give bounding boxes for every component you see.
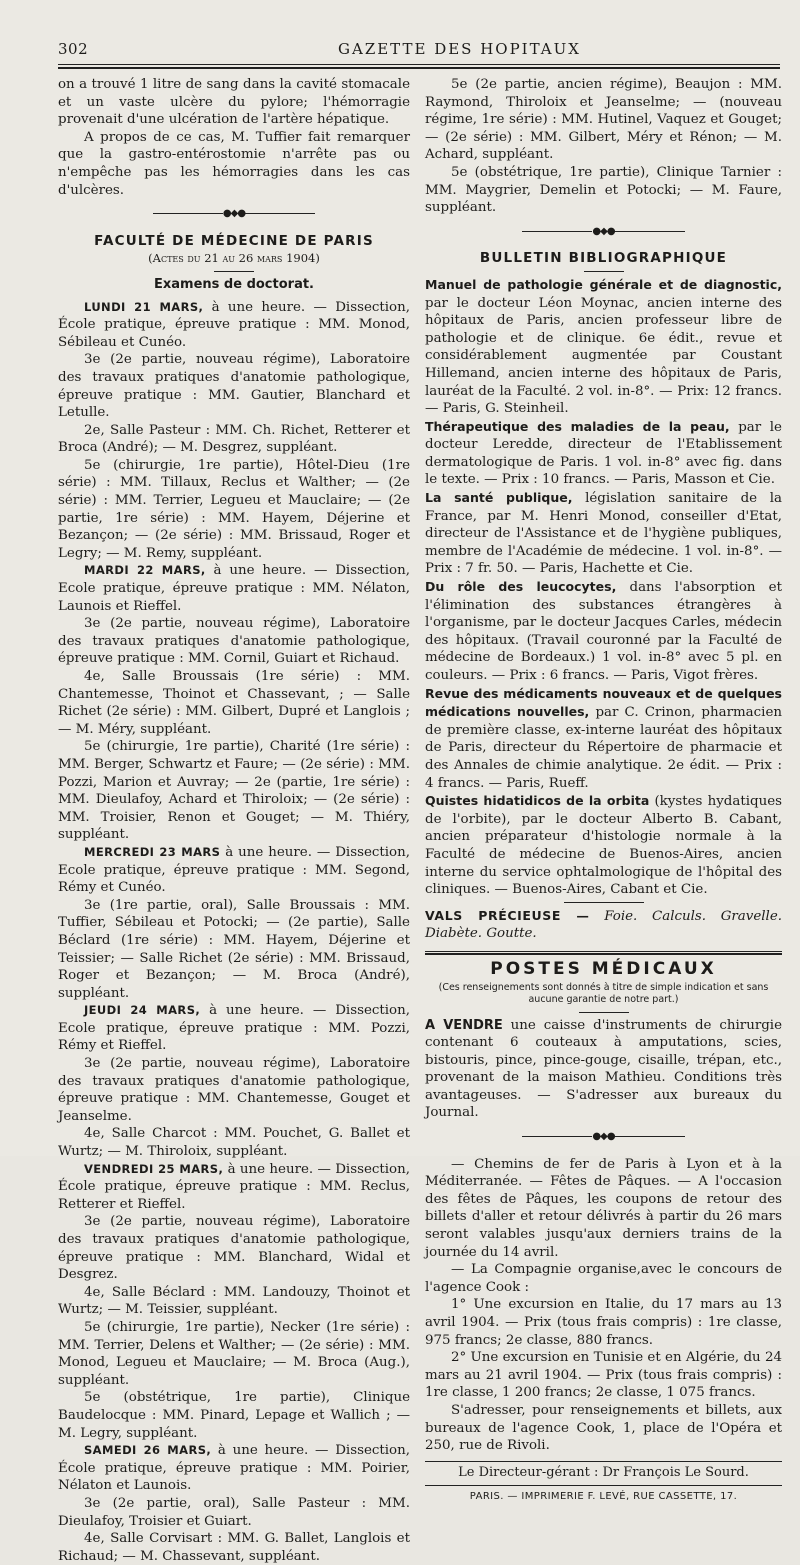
exam-text: 4e, Salle Broussais (1re série) : MM. Chantemesse, Thoinot et Chassevant, ; — Salle Richet (2e série) : MM. Gilbert, Dupré et Langlois ; — M. Méry, suppléant. xyxy=(58,669,410,737)
book-title: La santé publique, xyxy=(425,490,573,506)
cook-paragraph: 2° Une excursion en Tunisie et en Algérie, du 24 mars au 21 avril 1904. — Prix (tous frais compris) : 1re classe, 1 200 francs; 2e classe, 1 075 francs. xyxy=(425,1350,782,1401)
exam-entry: 5e (2e partie, ancien régime), Beaujon : MM. Raymond, Thiroloix et Jeanselme; — (nouveau régime, 1re série) : MM. Hutinel, Vaquez et Gouget; — (2e série) : MM. Gilbert, Méry et Rénon; — M. Achard, suppléant. xyxy=(425,77,782,163)
double-rule xyxy=(425,1461,782,1462)
exam-entry xyxy=(58,897,410,1003)
exam-entry xyxy=(58,1442,410,1495)
gerant-line: Le Directeur-gérant : Dr François Le Sourd. xyxy=(458,1464,749,1480)
exam-entry xyxy=(58,351,410,421)
ornament-divider: ●◆● xyxy=(58,205,410,223)
header-rule-thick xyxy=(58,67,780,69)
bibliography-item xyxy=(425,418,782,489)
ornament-divider: ●◆● xyxy=(425,223,782,241)
intro-paragraph: on a trouvé 1 litre de sang dans la cavité stomacale et un vaste ulcère du pylore; l'hémorragie provenait d'une ulcération de l'artère hépatique. xyxy=(58,77,410,128)
exam-entries xyxy=(58,299,410,1565)
exam-entry xyxy=(58,738,410,844)
exam-entry: 5e (obstétrique, 1re partie), Clinique Tarnier : MM. Maygrier, Demelin et Potocki; — M. Faure, suppléant. xyxy=(425,164,782,216)
rule xyxy=(425,1485,782,1486)
book-details: (kystes hydatiques de l'orbite), par le docteur Alberto B. Cabant, ancien préparateur d'histologie normale à la Faculté de médecine de Buenos-Aires, ancien interne du service ophtalmologique de l'hôpital des cliniques. — Buenos-Aires, Cabant et Cie. xyxy=(425,794,782,898)
ornament-divider: ●◆● xyxy=(425,1128,782,1146)
exam-entry xyxy=(58,562,410,615)
exam-text: à une heure. — Dissection, Ecole pratique, épreuve pratique : MM. Segond, Rémy et Cunéo. xyxy=(58,844,410,896)
book-details: par C. Crinon, pharmacien de première classe, ex-interne lauréat des hôpitaux de Paris, directeur du Répertoire de pharmacie et des Annales de chimie analytique. 2e édit. — Prix : 4 francs. — Paris, Rueff. xyxy=(425,705,782,791)
exam-entry xyxy=(58,1284,410,1319)
book-title: Quistes hidatidicos de la orbita xyxy=(425,793,650,809)
exam-entry xyxy=(58,668,410,738)
faculte-title: FACULTÉ DE MÉDECINE DE PARIS xyxy=(94,232,374,249)
exam-day: VENDREDI 25 MARS, xyxy=(84,1161,224,1176)
exam-day: MERCREDI 23 MARS xyxy=(84,844,221,859)
bibliography-item xyxy=(425,685,782,793)
bulletin-title: BULLETIN BIBLIOGRAPHIQUE xyxy=(479,250,728,267)
exam-text: 5e (obstétrique, 1re partie), Clinique Baudelocque : MM. Pinard, Lepage et Wallich ; — M. Legry, suppléant. xyxy=(58,1390,410,1441)
exam-entry xyxy=(58,1125,410,1160)
exam-entry xyxy=(58,615,410,668)
postes-title: POSTES MÉDICAUX xyxy=(490,958,717,979)
double-rule xyxy=(425,951,782,952)
exam-entry xyxy=(58,1213,410,1283)
book-details: dans l'absorption et l'élimination des substances étrangères à l'organisme, par le docteur Jacques Carles, médecin des hôpitaux. (Travail couronné par la Faculté de médecine de Bordeaux.) 1 vol. in-8° avec 5 pl. en couleurs. — Prix : 6 francs. — Paris, Vigot frères. xyxy=(425,580,782,683)
exam-entry xyxy=(58,1495,410,1530)
divider xyxy=(214,271,254,272)
book-title: Du rôle des leucocytes, xyxy=(425,579,617,595)
page-header xyxy=(58,40,780,62)
vals-ad xyxy=(425,907,782,943)
avendre-text: une caisse d'instruments de chirurgie contenant 6 couteaux à amputations, scies, bistouris, pince, pince-gouge, cisaille, trépan, etc., provenant de la maison Mathieu. Conditions très avantageuses. — S'adresser aux bureaux du Journal. xyxy=(425,1017,783,1121)
exam-text: 3e (2e partie, nouveau régime), Laboratoire des travaux pratiques d'anatomie pathologique, épreuve pratique : MM. Chantemesse, Gouget et Jeanselme. xyxy=(58,1056,410,1124)
exam-text: à une heure. — Dissection, École pratique, épreuve pratique : MM. Reclus, Retterer et Rieffel. xyxy=(58,1161,410,1212)
exam-day: SAMEDI 26 MARS, xyxy=(84,1443,212,1458)
faculte-subtitle: (Actes du 21 au 26 mars 1904) xyxy=(148,251,320,266)
exam-text: à une heure. — Dissection, École pratique, épreuve pratique : MM. Poirier, Nélaton et Launois. xyxy=(58,1443,410,1494)
header-rule xyxy=(58,64,780,65)
examens-title: Examens de doctorat. xyxy=(154,276,314,292)
exam-text: 5e (chirurgie, 1re partie), Charité (1re série) : MM. Berger, Schwartz et Faure; — (2e série) : MM. Pozzi, Marion et Auvray; — 2e (partie, 1re série) : MM. Dieulafoy, Achard et Thiroloix; — (2e série) : MM. Troisier, Renon et Gouget; — M. Thiéry, suppléant. xyxy=(58,739,410,843)
postes-note: (Ces renseignements sont donnés à titre de simple indication et sans aucune garantie de notre part.) xyxy=(438,981,769,1005)
exam-text: à une heure. — Dissection, Ecole pratique, épreuve pratique : MM. Nélaton, Launois et Rieffel. xyxy=(58,563,410,614)
bibliography-list xyxy=(425,276,782,899)
exam-text: 4e, Salle Béclard : MM. Landouzy, Thoinot et Wurtz; — M. Teissier, suppléant. xyxy=(58,1284,410,1318)
exam-day: MARDI 22 MARS, xyxy=(84,563,206,578)
book-details: par le docteur Leredde, directeur de l'Etablissement dermatologique de Paris. 1 vol. in-8° avec fig. dans le texte. — Prix : 10 francs. — Paris, Masson et Cie. xyxy=(425,419,782,488)
exam-entry xyxy=(58,844,410,897)
bibliography-item xyxy=(425,489,782,578)
cook-paragraph: 1° Une excursion en Italie, du 17 mars au 13 avril 1904. — Prix (tous frais compris) : 1re classe, 975 francs; 2e classe, 880 francs. xyxy=(425,1297,782,1348)
left-column xyxy=(58,76,410,1565)
bibliography-item xyxy=(425,792,782,899)
book-title: Thérapeutique des maladies de la peau, xyxy=(425,418,730,434)
exam-entry xyxy=(58,1002,410,1055)
divider xyxy=(564,902,644,903)
exam-text: 3e (2e partie, nouveau régime), Laboratoire des travaux pratiques d'anatomie pathologique, épreuve pratique : MM. Blanchard, Widal et Desgrez. xyxy=(58,1214,410,1283)
divider xyxy=(579,1012,629,1013)
exam-text: à une heure. — Dissection, Ecole pratique, épreuve pratique : MM. Pozzi, Rémy et Rieffel. xyxy=(58,1003,410,1054)
exam-text: à une heure. — Dissection, École pratique, épreuve pratique : MM. Monod, Sébileau et Cunéo. xyxy=(58,299,410,350)
intro-paragraph: A propos de ce cas, M. Tuffier fait remarquer que la gastro-entérostomie n'arrête pas ou n'empêche pas les hémorragies dans les cas d'ulcères. xyxy=(58,129,410,198)
cook-paragraph: S'adresser, pour renseignements et billets, aux bureaux de l'agence Cook, 1, place de l'Opéra et 250, rue de Rivoli. xyxy=(425,1402,782,1454)
bibliography-item xyxy=(425,276,782,418)
cook-paragraph: — La Compagnie organise,avec le concours de l'agence Cook : xyxy=(425,1262,782,1295)
bibliography-item xyxy=(425,578,782,685)
exam-entry xyxy=(58,1161,410,1214)
book-title: Manuel de pathologie générale et de diagnostic, xyxy=(425,276,782,292)
book-details: par le docteur Léon Moynac, ancien interne des hôpitaux de Paris, ancien professeur libre de pathologie et de clinique. 6e édit., revue et considérablement augmentée par Coustant Hillemand, ancien interne des hôpitaux de Paris, lauréat de la Faculté. 2 vol. in-8°. — Prix: 12 francs. — Paris, G. Steinheil. xyxy=(425,295,782,417)
exam-entry xyxy=(58,1389,410,1442)
exam-entry xyxy=(58,299,410,352)
avendre-ad xyxy=(425,1017,782,1123)
book-title: Revue des médicaments nouveaux et de quelques médications nouvelles, xyxy=(425,685,782,720)
exam-text: 3e (2e partie, nouveau régime), Laboratoire des travaux pratiques d'anatomie pathologique, épreuve pratique : MM. Gautier, Blanchard et Letulle. xyxy=(58,352,410,421)
vals-label: VALS PRÉCIEUSE — xyxy=(425,907,590,923)
exam-entry xyxy=(58,1055,410,1125)
double-rule xyxy=(425,953,782,955)
imprimerie-line: PARIS. — IMPRIMERIE F. LEVÉ, RUE CASSETTE, 17. xyxy=(469,1491,738,1503)
exam-entry xyxy=(58,1319,410,1389)
exam-day: LUNDI 21 MARS, xyxy=(84,299,204,314)
exam-day: JEUDI 24 MARS, xyxy=(84,1003,201,1018)
page-number: 302 xyxy=(58,40,89,58)
exam-text: 2e, Salle Pasteur : MM. Ch. Richet, Retterer et Broca (André); — M. Desgrez, suppléant. xyxy=(58,422,410,456)
running-title: GAZETTE DES HOPITAUX xyxy=(338,40,581,58)
exam-text: 5e (chirurgie, 1re partie), Hôtel-Dieu (1re série) : MM. Tillaux, Reclus et Walther; — (2e série) : MM. Terrier, Legueu et Mauclaire; — (2e partie, 1re série) : MM. Hayem, Déjerine et Bezançon; — (2e série) : MM. Brissaud, Roger et Legry; — M. Remy, suppléant. xyxy=(58,457,410,561)
divider xyxy=(584,271,624,272)
exam-text: 3e (2e partie, nouveau régime), Laboratoire des travaux pratiques d'anatomie pathologique, épreuve pratique : MM. Cornil, Guiart et Richaud. xyxy=(58,616,410,667)
exam-entry xyxy=(58,1530,410,1565)
exam-entry xyxy=(58,422,410,457)
exam-text: 4e, Salle Charcot : MM. Pouchet, G. Ballet et Wurtz; — M. Thiroloix, suppléant. xyxy=(58,1126,410,1160)
exam-entry xyxy=(58,457,410,563)
exam-text: 5e (chirurgie, 1re partie), Necker (1re série) : MM. Terrier, Delens et Walther; — (2e série) : MM. Monod, Legueu et Mauclaire; — M. Broca (Aug.), suppléant. xyxy=(58,1319,410,1388)
exam-text: 4e, Salle Corvisart : MM. G. Ballet, Langlois et Richaud; — M. Chassevant, suppléant. xyxy=(58,1531,410,1564)
vals-text: Foie. Calculs. Gravelle. Diabète. Goutte. xyxy=(425,908,783,942)
exam-text: 3e (1re partie, oral), Salle Broussais : MM. Tuffier, Sébileau et Potocki; — (2e partie), Salle Béclard (1re série) : MM. Hayem, Déjerine et Teissier; — Salle Richet (2e série) : MM. Brissaud, Roger et Bezançon; — M. Broca (André), suppléant. xyxy=(58,897,410,1001)
avendre-label: A VENDRE xyxy=(425,1017,503,1033)
book-details: législation sanitaire de la France, par M. Henri Monod, conseiller d'Etat, directeur de l'Assistance et de l'hygiène publiques, membre de l'Académie de médecine. 1 vol. in-8°. — Prix : 7 fr. 50. — Paris, Hachette et Cie. xyxy=(425,491,782,577)
right-column xyxy=(425,76,782,1506)
chemins-paragraph: — Chemins de fer de Paris à Lyon et à la Méditerranée. — Fêtes de Pâques. — A l'occasion des fêtes de Pâques, les coupons de retour des billets d'aller et retour délivrés à partir du 26 mars seront valables jusqu'aux derniers trains de la journée du 14 avril. xyxy=(425,1156,782,1260)
exam-text: 3e (2e partie, oral), Salle Pasteur : MM. Dieulafoy, Troisier et Guiart. xyxy=(58,1495,410,1529)
